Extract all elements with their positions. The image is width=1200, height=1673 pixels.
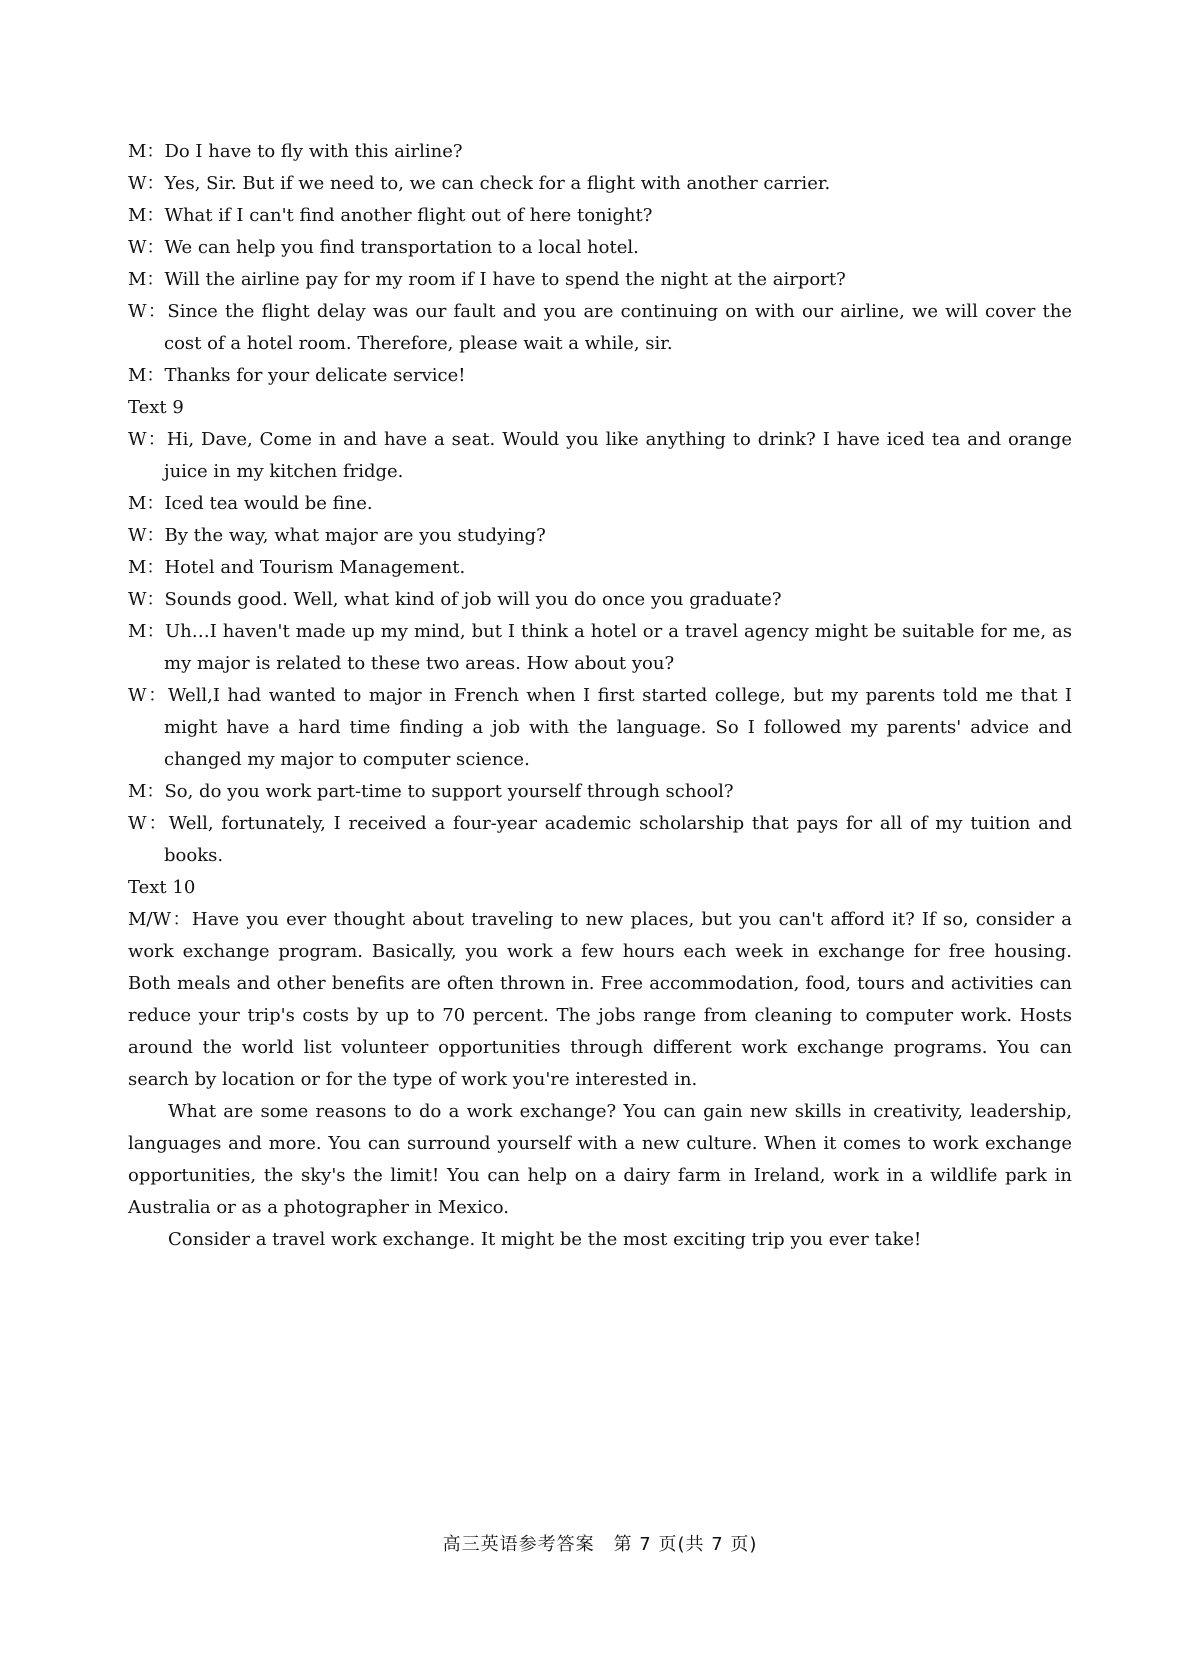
dialogue-turn <box>128 776 1072 808</box>
dialogue-turn <box>128 232 1072 264</box>
utterance: We can help you find transportation to a local hotel. <box>164 237 639 258</box>
speaker-label: M： <box>128 365 165 386</box>
dialogue-turn <box>128 168 1072 200</box>
section-heading-text10: Text 10 <box>128 877 196 898</box>
dialogue-turn <box>128 296 1072 360</box>
speaker-label: W： <box>128 429 167 450</box>
monologue-paragraph-3: Consider a travel work exchange. It might be the most exciting trip you ever take! <box>168 1229 922 1250</box>
dialogue-turn <box>128 520 1072 552</box>
utterance: What if I can't find another flight out of here tonight? <box>164 205 653 226</box>
utterance: Do I have to fly with this airline? <box>164 141 463 162</box>
dialogue-turn <box>128 680 1072 776</box>
utterance: Uh…I haven't made up my mind, but I think a hotel or a travel agency might be suitable for me, as my major is related to these two areas. How about you? <box>164 621 1073 674</box>
speaker-label: W： <box>128 237 165 258</box>
speaker-label: W： <box>128 589 165 610</box>
dialogue-turn <box>128 424 1072 488</box>
dialogue-turn <box>128 552 1072 584</box>
utterance: Hotel and Tourism Management. <box>164 557 466 578</box>
dialogue-turn <box>128 264 1072 296</box>
speaker-label: M/W： <box>128 909 192 930</box>
speaker-label: W： <box>128 685 168 706</box>
utterance: Well, fortunately, I received a four-year academic scholarship that pays for all of my tuition and books. <box>164 813 1072 866</box>
monologue-paragraph-2: What are some reasons to do a work exchange? You can gain new skills in creativity, leadership, languages and more. You can surround yourself with a new culture. When it comes to work exchange opportunities, the sky's the limit! You can help on a dairy farm in Ireland, work in a wildlife park in Australia or as a photographer in Mexico. <box>128 1101 1072 1218</box>
speaker-label: W： <box>128 813 169 834</box>
speaker-label: W： <box>128 525 165 546</box>
dialogue-turn <box>128 808 1072 872</box>
dialogue-turn <box>128 616 1072 680</box>
page-footer: 高三英语参考答案 第 7 页(共 7 页) <box>442 1534 758 1555</box>
utterance: So, do you work part-time to support yourself through school? <box>164 781 734 802</box>
dialogue-turn <box>128 584 1072 616</box>
speaker-label: M： <box>128 493 165 514</box>
utterance: Hi, Dave, Come in and have a seat. Would you like anything to drink? I have iced tea and orange juice in my kitchen fridge. <box>164 429 1072 482</box>
utterance: Will the airline pay for my room if I have to spend the night at the airport? <box>164 269 846 290</box>
monologue-paragraph-1 <box>128 904 1072 1096</box>
utterance: Well,I had wanted to major in French when I first started college, but my parents told me that I might have a hard time finding a job with the language. So I followed my parents' advice and changed my major to computer science. <box>164 685 1072 770</box>
utterance: Iced tea would be fine. <box>164 493 373 514</box>
transcript-body <box>128 136 1072 1256</box>
section-heading-text9: Text 9 <box>128 397 184 418</box>
dialogue-turn <box>128 136 1072 168</box>
utterance: Yes, Sir. But if we need to, we can check for a flight with another carrier. <box>164 173 831 194</box>
speaker-label: W： <box>128 173 165 194</box>
speaker-label: M： <box>128 781 165 802</box>
speaker-label: M： <box>128 141 165 162</box>
speaker-label: M： <box>128 269 165 290</box>
speaker-label: M： <box>128 557 165 578</box>
speaker-label: W： <box>128 301 168 322</box>
paragraph-text: Have you ever thought about traveling to new places, but you can't afford it? If so, consider a work exchange program. Basically, you work a few hours each week in exchange for free housing. Both meals and other benefits are often thrown in. Free accommodation, food, tours and activities can reduce your trip's costs by up to 70 percent. The jobs range from cleaning to computer work. Hosts around the world list volunteer opportunities through different work exchange programs. You can search by location or for the type of work you're interested in. <box>128 909 1072 1090</box>
speaker-label: M： <box>128 621 165 642</box>
utterance: Since the flight delay was our fault and you are continuing on with our airline, we will cover the cost of a hotel room. Therefore, please wait a while, sir. <box>164 301 1072 354</box>
utterance: By the way, what major are you studying? <box>164 525 546 546</box>
utterance: Thanks for your delicate service! <box>164 365 466 386</box>
dialogue-turn <box>128 360 1072 392</box>
dialogue-turn <box>128 488 1072 520</box>
utterance: Sounds good. Well, what kind of job will you do once you graduate? <box>164 589 782 610</box>
speaker-label: M： <box>128 205 165 226</box>
dialogue-turn <box>128 200 1072 232</box>
